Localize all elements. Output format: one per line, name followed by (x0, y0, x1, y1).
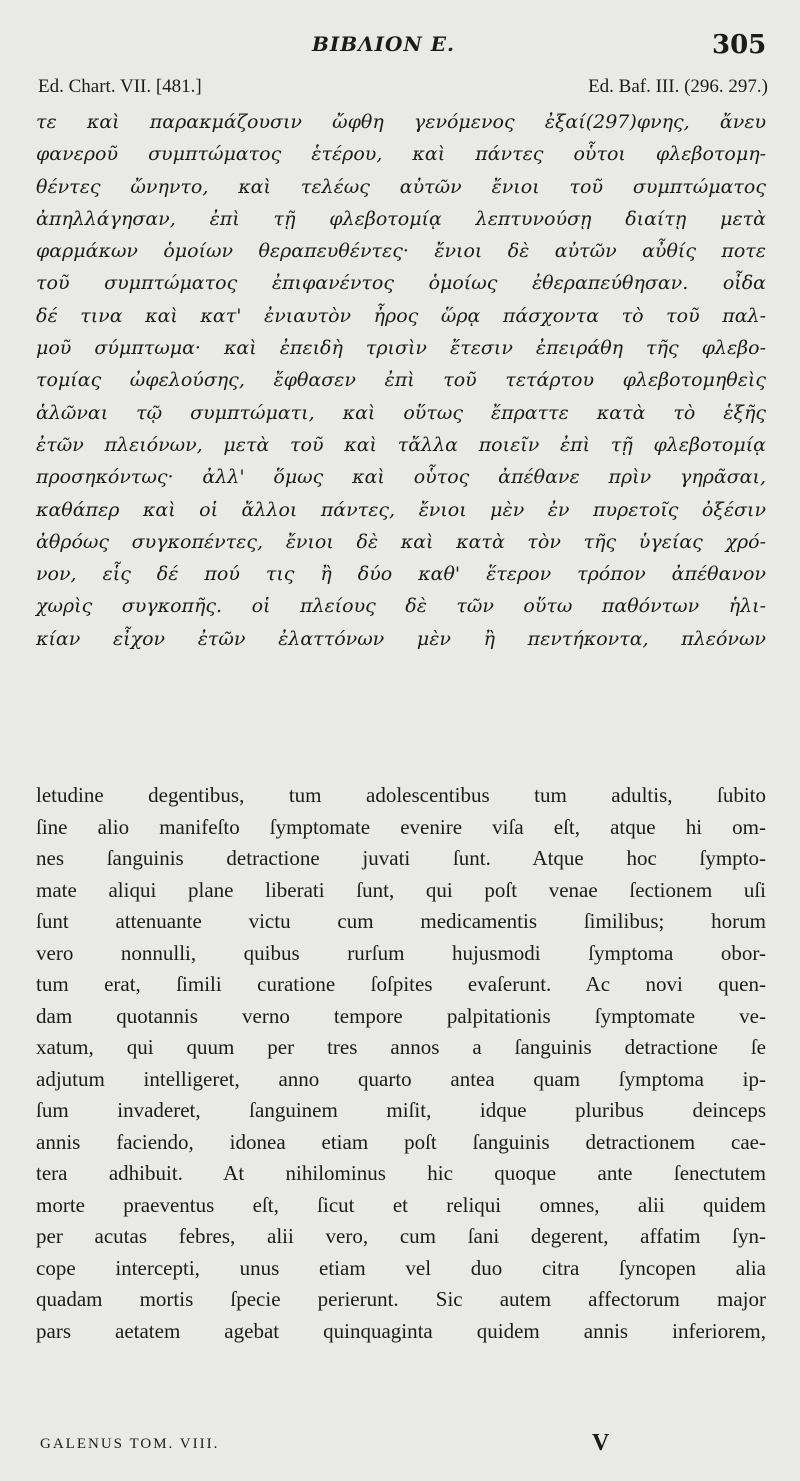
latin-text-line: quadam mortis ſpecie perierunt. Sic autem affectorum major (36, 1287, 766, 1311)
latin-text-line: tum erat, ſimili curatione ſoſpites evaſerunt. Ac novi quen- (36, 972, 766, 996)
greek-text-block (36, 106, 766, 655)
latin-text-line: vero nonnulli, quibus rurſum hujusmodi ſymptoma obor- (36, 940, 766, 965)
latin-text-line: xatum, qui quum per tres annos a ſanguinis detractione ſe (36, 1035, 766, 1059)
latin-text-line: nes ſanguinis detractione juvati ſunt. Atque hoc ſympto- (36, 846, 766, 870)
latin-text-line: ſunt attenuante victu cum medicamentis ſimilibus; horum (36, 909, 766, 933)
greek-text-line: καθάπερ καὶ οἱ ἄλλοι πάντες, ἔνιοι μὲν ἐν πυρετοῖς ὀξέσιν (36, 498, 766, 521)
gathering-mark: V (592, 1430, 610, 1456)
edition-references (38, 76, 768, 102)
greek-text-line: φαρμάκων ὁμοίων θεραπευθέντες· ἔνιοι δὲ αὐτῶν αὖθίς ποτε (36, 240, 766, 263)
greek-text-line: τοῦ συμπτώματος ἐπιφανέντος ὁμοίως ἐθεραπεύθησαν. οἶδα (36, 272, 766, 295)
greek-text-line: ἀπηλλάγησαν, ἐπὶ τῇ φλεβοτομίᾳ λεπτυνούσῃ διαίτῃ μετὰ (36, 207, 766, 230)
greek-text-line: τε καὶ παρακμάζουσιν ὤφθη γενόμενος ἐξαί(297)φνης, ἄνευ (36, 111, 766, 133)
edition-reference-basel: Ed. Baf. III. (296. 297.) (588, 76, 768, 97)
footer-signature: GALENUS TOM. VIII. (40, 1436, 220, 1452)
greek-text-line: κίαν εἶχον ἐτῶν ἐλαττόνων μὲν ἢ πεντήκοντα, πλεόνων (36, 627, 766, 650)
latin-text-line: annis faciendo, idonea etiam poſt ſanguinis detractionem cae- (36, 1129, 766, 1154)
greek-text-line: ἀθρόως συγκοπέντες, ἔνιοι δὲ καὶ κατὰ τὸν τῆς ὑγείας χρό- (36, 530, 766, 553)
latin-text-line: ſum invaderet, ſanguinem miſit, idque pluribus deinceps (36, 1098, 766, 1122)
latin-text-line: adjutum intelligeret, anno quarto antea quam ſymptoma ip- (36, 1066, 766, 1091)
latin-text-line: cope intercepti, unus etiam vel duo citra ſyncopen alia (36, 1255, 766, 1280)
latin-text-line: pars aetatem agebat quinquaginta quidem annis inferiorem, (36, 1318, 766, 1343)
latin-text-line: ſine alio manifeſto ſymptomate evenire viſa eſt, atque hi om- (36, 814, 766, 839)
greek-text-line: νον, εἷς δέ πού τις ἢ δύο καθ' ἕτερον τρόπον ἀπέθανον (36, 563, 766, 586)
greek-text-line: μοῦ σύμπτωμα· καὶ ἐπειδὴ τρισὶν ἔτεσιν ἐπειράθη τῆς φλεβο- (36, 337, 766, 360)
page-header (0, 30, 800, 66)
page-number: 305 (712, 30, 767, 60)
latin-text-line: tera adhibuit. At nihilominus hic quoque ante ſenectutem (36, 1161, 766, 1185)
edition-reference-chartier: Ed. Chart. VII. [481.] (38, 76, 202, 97)
greek-text-line: δέ τινα καὶ κατ' ἐνιαυτὸν ἦρος ὥρᾳ πάσχοντα τὸ τοῦ παλ- (36, 304, 766, 327)
greek-text-line: ἐτῶν πλειόνων, μετὰ τοῦ καὶ τἄλλα ποιεῖν ἐπὶ τῇ φλεβοτομίᾳ (36, 433, 766, 456)
greek-text-line: τομίας ὠφελούσης, ἔφθασεν ἐπὶ τοῦ τετάρτου φλεβοτομηθεὶς (36, 369, 766, 392)
running-title: ΒΙΒΛΙΟΝ Ε. (312, 32, 455, 56)
greek-text-line: φανεροῦ συμπτώματος ἑτέρου, καὶ πάντες οὗτοι φλεβοτομη- (36, 143, 766, 166)
latin-text-line: per acutas febres, alii vero, cum ſani degerent, affatim ſyn- (36, 1224, 766, 1248)
latin-text-line: morte praeventus eſt, ſicut et reliqui omnes, alii quidem (36, 1192, 766, 1217)
greek-text-line: προσηκόντως· ἀλλ' ὅμως καὶ οὗτος ἀπέθανε πρὶν γηρᾶσαι, (36, 466, 766, 489)
latin-text-line: dam quotannis verno tempore palpitationis ſymptomate ve- (36, 1003, 766, 1028)
greek-text-line: θέντες ὤνηντο, καὶ τελέως αὐτῶν ἔνιοι τοῦ συμπτώματος (36, 175, 766, 198)
latin-text-line: letudine degentibus, tum adolescentibus tum adultis, ſubito (36, 783, 766, 807)
latin-text-line: mate aliqui plane liberati ſunt, qui poſt venae ſectionem uſi (36, 877, 766, 902)
greek-text-line: χωρὶς συγκοπῆς. οἱ πλείους δὲ τῶν οὕτω παθόντων ἡλι- (36, 595, 766, 618)
page-footer (0, 1430, 800, 1470)
greek-text-line: ἁλῶναι τῷ συμπτώματι, καὶ οὕτως ἔπραττε κατὰ τὸ ἑξῆς (36, 401, 766, 424)
latin-text-block (36, 780, 766, 1347)
